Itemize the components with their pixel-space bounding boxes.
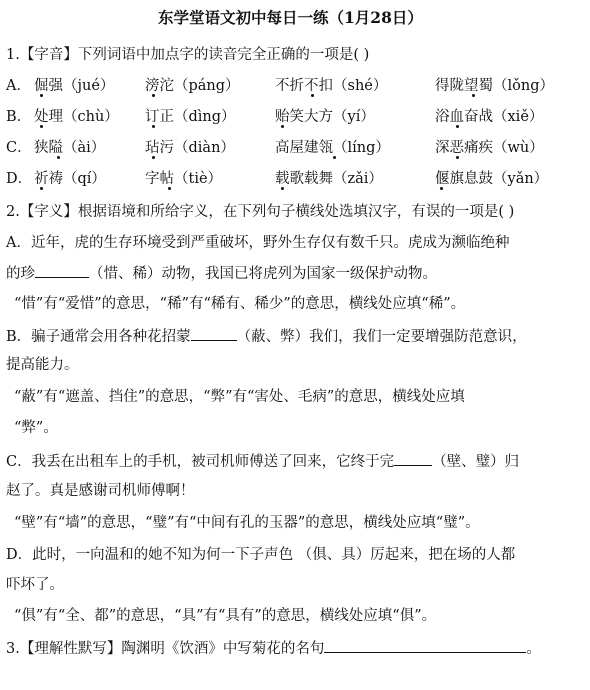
q3-stem — [6, 638, 541, 659]
q1-item: 贻笑大方（yí） — [275, 109, 375, 125]
fill-blank — [191, 326, 237, 341]
q2-text: （壁、璧）归 — [432, 454, 520, 470]
q2-text: 的珍 — [6, 266, 35, 282]
q2-stem: 2.【字义】根据语境和所给字义，在下列句子横线处选填汉字，有误的一项是( ) — [6, 204, 515, 220]
emphasis-dot — [40, 187, 43, 190]
q1-item: 高屋建瓴（líng） — [275, 140, 390, 156]
emphasis-dot — [57, 156, 60, 159]
answer-blank — [324, 638, 526, 653]
emphasis-dot — [440, 187, 443, 190]
q2-option-a-line1: A．近年，虎的生存环境受到严重破坏，野外生存仅有数千只。虎成为濒临绝种 — [6, 235, 510, 251]
emphasis-dot — [456, 125, 459, 128]
q2-text: C．我丢在出租车上的手机，被司机师傅送了回来，它终于完 — [6, 454, 395, 470]
emphasis-dot — [152, 156, 155, 159]
q1-option-label: C． — [6, 140, 32, 156]
q1-item: 偃旗息鼓（yǎn） — [435, 171, 549, 187]
emphasis-dot — [40, 94, 43, 97]
q2-option-c-line2: 赵了。真是感谢司机师傅啊！ — [6, 483, 195, 499]
q2-option-b-line2: 提高能力。 — [6, 357, 79, 373]
q1-item: 载歌载舞（zǎi） — [275, 171, 383, 187]
q2-option-c-explanation: “壁”有“墙”的意思，“璧”有“中间有孔的玉器”的意思，横线处应填“璧”。 — [14, 515, 480, 531]
q2-option-d-line1: D．此时，一向温和的她不知为何一下子声色 （俱、具）厉起来，把在场的人都 — [6, 547, 516, 563]
q1-item: 倔强（jué） — [34, 78, 115, 94]
q1-item: 字帖（tiè） — [145, 171, 223, 187]
q1-item: 得陇望蜀（lǒng） — [435, 78, 554, 94]
q1-item: 深恶痛疾（wù） — [435, 140, 544, 156]
q2-option-d-explanation: “俱”有“全、都”的意思，“具”有“具有”的意思，横线处应填“俱”。 — [14, 608, 437, 624]
q1-item: 玷污（diàn） — [145, 140, 235, 156]
q2-option-b-line1 — [6, 326, 527, 347]
q2-text: B．骗子通常会用各种花招蒙 — [6, 329, 191, 345]
q1-item: 狭隘（ài） — [34, 140, 106, 156]
q3-text: 3.【理解性默写】陶渊明《饮酒》中写菊花的名句 — [6, 641, 325, 657]
q2-option-a-line2 — [6, 263, 437, 284]
fill-blank — [394, 451, 432, 466]
emphasis-dot — [40, 125, 43, 128]
q1-item: 浴血奋战（xiě） — [435, 109, 544, 125]
fill-blank — [35, 263, 89, 278]
emphasis-dot — [472, 94, 475, 97]
q2-option-d-line2: 吓坏了。 — [6, 577, 64, 593]
q1-option-label: A． — [6, 78, 31, 94]
emphasis-dot — [456, 156, 459, 159]
emphasis-dot — [152, 94, 155, 97]
q2-option-b-explanation-1: “蔽”有“遮盖、挡住”的意思，“弊”有“害处、毛病”的意思，横线处应填 — [14, 389, 465, 405]
q3-text: 。 — [526, 641, 541, 657]
q1-item: 祈祷（qí） — [34, 171, 106, 187]
q1-item: 不折不扣（shé） — [275, 78, 388, 94]
q2-text: （惜、稀）动物，我国已将虎列为国家一级保护动物。 — [89, 266, 437, 282]
emphasis-dot — [333, 156, 336, 159]
q1-item: 滂沱（páng） — [145, 78, 240, 94]
emphasis-dot — [168, 187, 171, 190]
q1-stem: 1.【字音】下列词语中加点字的读音完全正确的一项是( ) — [6, 47, 370, 63]
q1-item: 处理（chù） — [34, 109, 119, 125]
page-title: 东学堂语文初中每日一练（1月28日） — [158, 8, 423, 27]
q2-option-c-line1 — [6, 451, 519, 472]
emphasis-dot — [281, 187, 284, 190]
q1-option-label: D． — [6, 171, 33, 187]
q1-item: 订正（dìng） — [145, 109, 236, 125]
emphasis-dot — [311, 94, 314, 97]
emphasis-dot — [281, 125, 284, 128]
q2-text: （蔽、弊）我们，我们一定要增强防范意识， — [236, 329, 527, 345]
q2-option-b-explanation-2: “弊”。 — [14, 420, 58, 436]
q1-option-label: B． — [6, 109, 32, 125]
emphasis-dot — [152, 125, 155, 128]
q2-option-a-explanation: “惜”有“爱惜”的意思，“稀”有“稀有、稀少”的意思，横线处应填“稀”。 — [14, 296, 466, 312]
